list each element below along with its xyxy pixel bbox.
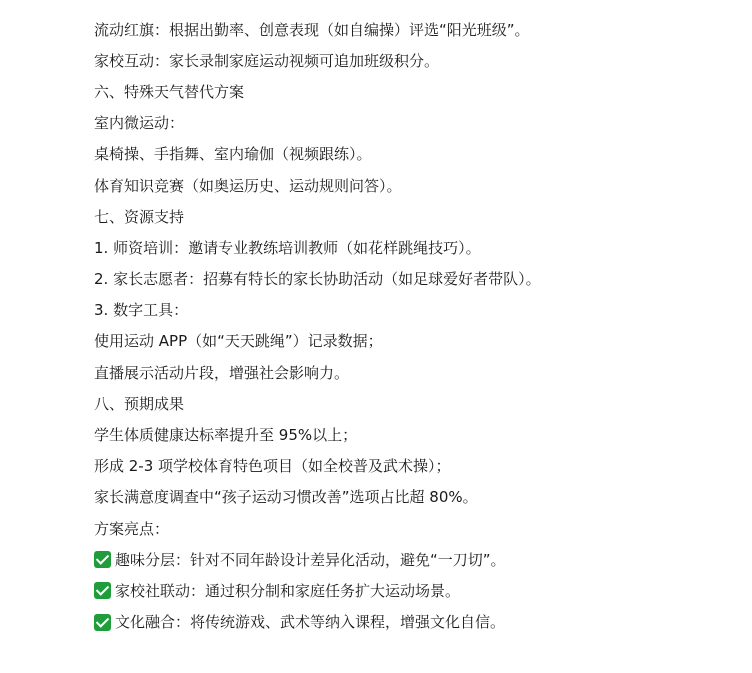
paragraph-line: 形成 2-3 项学校体育特色项目（如全校普及武术操）； — [94, 457, 451, 476]
check-mark-icon — [94, 582, 111, 599]
paragraph-line: 家长满意度调查中“孩子运动习惯改善”选项占比超 80%。 — [94, 488, 478, 507]
check-mark-icon — [94, 551, 111, 568]
section-heading: 八、预期成果 — [94, 394, 185, 413]
paragraph-line: 桌椅操、手指舞、室内瑜伽（视频跟练）。 — [94, 145, 372, 164]
highlight-item: 文化融合：将传统游戏、武术等纳入课程，增强文化自信。 — [94, 607, 734, 638]
check-mark-icon — [94, 614, 111, 631]
paragraph-line: 使用运动 APP（如“天天跳绳”）记录数据； — [94, 332, 383, 351]
highlight-item: 家校社联动：通过积分制和家庭任务扩大运动场景。 — [94, 575, 734, 606]
list-item: 1. 师资培训：邀请专业教练培训教师（如花样跳绳技巧）。 — [94, 238, 481, 257]
paragraph-line: 室内微运动： — [94, 114, 185, 133]
highlight-item: 趣味分层：针对不同年龄设计差异化活动，避免“一刀切”。 — [94, 544, 734, 575]
paragraph-line: 体育知识竞赛（如奥运历史、运动规则问答）。 — [94, 176, 402, 195]
paragraph-line: 家校互动：家长录制家庭运动视频可追加班级积分。 — [94, 51, 440, 70]
list-item: 3. 数字工具： — [94, 301, 189, 320]
paragraph-line: 直播展示活动片段，增强社会影响力。 — [94, 363, 350, 382]
paragraph-line: 流动红旗：根据出勤率、创意表现（如自编操）评选“阳光班级”。 — [94, 20, 530, 39]
section-heading: 七、资源支持 — [94, 207, 185, 226]
paragraph-line: 学生体质健康达标率提升至 95%以上； — [94, 426, 358, 445]
section-heading: 六、特殊天气替代方案 — [94, 82, 245, 101]
paragraph-line: 方案亮点： — [94, 519, 170, 538]
list-item: 2. 家长志愿者：招募有特长的家长协助活动（如足球爱好者带队）。 — [94, 270, 541, 289]
document-body — [94, 14, 734, 638]
